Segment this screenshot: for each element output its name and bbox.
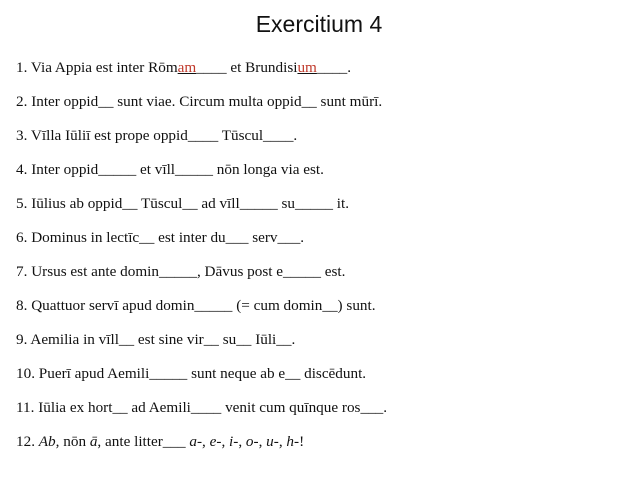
answer-fill: am xyxy=(177,59,197,76)
line-text: 6. Dominus in lectīc__ est inter du___ serv___. xyxy=(16,229,305,246)
exercise-line-4 xyxy=(16,160,324,180)
line-text: ____. xyxy=(316,59,352,76)
exercise-line-3 xyxy=(16,126,297,146)
exercise-line-1 xyxy=(16,58,351,78)
line-text: , xyxy=(258,433,267,450)
line-text: 7. Ursus est ante domin_____, Dāvus post e_____ est. xyxy=(16,263,346,280)
line-text: ! xyxy=(299,433,305,450)
italic-term: a- xyxy=(189,433,203,450)
line-text: 1. Via Appia est inter Rōm xyxy=(16,59,178,76)
line-text: ____ et Brundisi xyxy=(196,59,298,76)
exercise-line-7 xyxy=(16,262,345,282)
line-text: 5. Iūlius ab oppid__ Tūscul__ ad vīll_____ su_____ it. xyxy=(16,195,349,212)
exercise-line-5 xyxy=(16,194,349,214)
line-text: , xyxy=(278,433,287,450)
exercise-line-10 xyxy=(16,364,366,384)
italic-term: u- xyxy=(266,433,279,450)
line-text: 12. xyxy=(16,433,39,450)
italic-term: Ab xyxy=(38,433,56,450)
line-text: , nōn xyxy=(55,433,90,450)
exercise-line-9 xyxy=(16,330,295,350)
italic-term: o- xyxy=(245,433,259,450)
exercise-line-6 xyxy=(16,228,304,248)
exercise-line-11 xyxy=(16,398,387,418)
line-text: 10. Puerī apud Aemili_____ sunt neque ab e__ discēdunt. xyxy=(16,365,367,382)
exercise-line-2 xyxy=(16,92,382,112)
line-text: 2. Inter oppid__ sunt viae. Circum multa oppid__ sunt mūrī. xyxy=(16,93,383,110)
italic-term: h- xyxy=(286,433,300,450)
italic-term: ā xyxy=(89,433,98,450)
line-text: 11. Iūlia ex hort__ ad Aemili____ venit cum quīnque ros___. xyxy=(16,399,388,416)
line-text: 9. Aemilia in vīll__ est sine vir__ su__ Iūli__. xyxy=(16,331,296,348)
line-text: 3. Vīlla Iūliī est prope oppid____ Tūscul____. xyxy=(16,127,298,144)
exercise-line-12 xyxy=(16,432,304,452)
exercise-line-8 xyxy=(16,296,376,316)
line-text: , xyxy=(238,433,246,450)
line-text: , ante litter___ xyxy=(97,433,190,450)
exercise-title: Exercitium 4 xyxy=(255,11,383,37)
italic-term: i- xyxy=(229,433,239,450)
answer-fill: um xyxy=(297,59,317,76)
line-text: 8. Quattuor servī apud domin_____ (= cum domin__) sunt. xyxy=(16,297,376,314)
italic-term: e- xyxy=(209,433,222,450)
line-text: 4. Inter oppid_____ et vīll_____ nōn longa via est. xyxy=(16,161,324,178)
line-text: , xyxy=(221,433,230,450)
line-text: , xyxy=(202,433,210,450)
